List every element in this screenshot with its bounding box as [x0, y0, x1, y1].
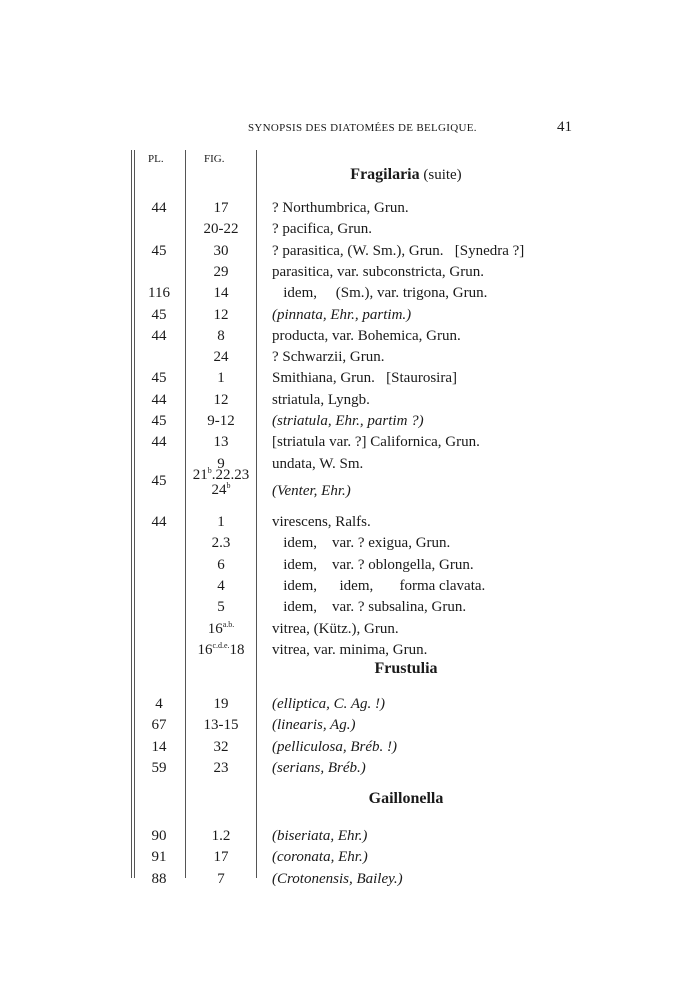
plate-number: 45: [151, 242, 167, 259]
figure-number: 4: [217, 578, 225, 595]
plate-number: 44: [151, 391, 167, 408]
plate-number: 67: [151, 717, 167, 734]
figure-number: 17: [213, 849, 229, 866]
figure-number: 9: [217, 455, 225, 472]
column-header-pl: PL.: [148, 153, 164, 165]
species-name: Smithiana, Grun. [Staurosira]: [272, 370, 457, 387]
plate-number: 45: [151, 472, 167, 489]
plate-number: 44: [151, 514, 167, 531]
figure-number: 21$^b$.22.23 24$^b$: [192, 465, 250, 498]
genus-name: Fragilaria: [350, 166, 420, 183]
figure-number: 9-12: [207, 413, 235, 429]
pl-fig-divider: [185, 150, 186, 878]
figure-number: 14: [213, 285, 229, 302]
plate-number: 44: [151, 434, 167, 451]
figure-number: 20-22: [203, 221, 239, 238]
plate-number: 90: [151, 828, 167, 844]
column-header-fig: FIG.: [204, 153, 225, 165]
species-name: (pelliculosa, Bréb. !): [272, 738, 397, 755]
species-name: idem, var. ? exigua, Grun.: [272, 535, 451, 552]
genus-suffix: (suite): [419, 167, 462, 183]
species-name: vitrea, var. minima, Grun.: [272, 641, 428, 658]
figure-number: 1.2: [211, 828, 231, 844]
figure-number: 12: [213, 306, 229, 323]
species-name: (serians, Bréb.): [272, 759, 366, 776]
genus-heading: [256, 660, 556, 678]
genus-name: Frustulia: [374, 660, 438, 677]
figure-number: 5: [217, 599, 225, 616]
species-name: (biseriata, Ehr.): [272, 828, 368, 844]
figure-number: 29: [213, 263, 229, 280]
figure-number: 23: [213, 759, 229, 776]
species-name: (coronata, Ehr.): [272, 849, 368, 866]
plate-number: 44: [151, 200, 167, 216]
species-name: (linearis, Ag.): [272, 717, 356, 734]
figure-number: 8: [217, 327, 225, 344]
figure-number: 17: [213, 200, 229, 216]
species-name: (elliptica, C. Ag. !): [272, 696, 386, 712]
plate-number: 116: [148, 285, 170, 302]
species-name: idem, (Sm.), var. trigona, Grun.: [272, 285, 488, 302]
figure-number: 19: [213, 696, 229, 712]
species-name: idem, idem, forma clavata.: [272, 578, 486, 595]
figure-number: 30: [213, 242, 229, 259]
genus-heading: [256, 166, 556, 184]
species-name: undata, W. Sm.: [272, 455, 364, 472]
figure-number: $16^{c.d.e.}18$: [197, 640, 245, 658]
figure-number: 1: [217, 514, 225, 531]
species-name: ? Northumbrica, Grun.: [272, 200, 409, 216]
figure-number: 6: [217, 556, 225, 573]
genus-name: Gaillonella: [368, 790, 444, 807]
species-name: parasitica, var. subconstricta, Grun.: [272, 263, 485, 280]
species-name: idem, var. ? oblongella, Grun.: [272, 556, 474, 573]
plate-number: 88: [151, 870, 167, 887]
figure-number: 13-15: [203, 717, 239, 734]
figure-number: 2.3: [211, 535, 231, 552]
species-name: [striatula var. ?] Californica, Grun.: [272, 434, 480, 451]
plate-number: 91: [151, 849, 167, 866]
plate-number: 59: [151, 759, 167, 776]
plate-number: 44: [151, 327, 167, 344]
species-name: (Venter, Ehr.): [272, 482, 351, 499]
plate-number: 4: [155, 696, 163, 712]
species-name: producta, var. Bohemica, Grun.: [272, 327, 461, 344]
species-name: ? pacifica, Grun.: [272, 221, 372, 238]
species-name: vitrea, (Kütz.), Grun.: [272, 620, 399, 637]
page-number: 41: [557, 119, 572, 135]
species-name: (pinnata, Ehr., partim.): [272, 306, 412, 323]
figure-number: 13: [213, 434, 229, 451]
left-double-rule-a: [131, 150, 132, 878]
plate-number: 45: [151, 370, 167, 387]
figure-number: 7: [217, 870, 225, 887]
species-name: (striatula, Ehr., partim ?): [272, 413, 424, 429]
figure-number: 1: [217, 370, 225, 387]
running-head: SYNOPSIS DES DIATOMÉES DE BELGIQUE.: [248, 122, 477, 134]
figure-number: $16^{a.b.}$: [207, 619, 235, 637]
figure-number: 12: [213, 391, 229, 408]
species-name: virescens, Ralfs.: [272, 514, 371, 531]
fig-name-divider: [256, 150, 257, 878]
species-name: striatula, Lyngb.: [272, 391, 370, 408]
genus-heading: [256, 790, 556, 808]
plate-number: 45: [151, 306, 167, 323]
left-double-rule-b: [134, 150, 135, 878]
plate-number: 14: [151, 738, 167, 755]
species-name: idem, var. ? subsalina, Grun.: [272, 599, 467, 616]
species-name: ? Schwarzii, Grun.: [272, 349, 385, 366]
species-name: (Crotonensis, Bailey.): [272, 870, 403, 887]
species-name: ? parasitica, (W. Sm.), Grun. [Synedra ?]: [272, 242, 525, 259]
figure-number: 32: [213, 738, 229, 755]
figure-number: 24: [213, 349, 229, 366]
plate-number: 45: [151, 413, 167, 429]
